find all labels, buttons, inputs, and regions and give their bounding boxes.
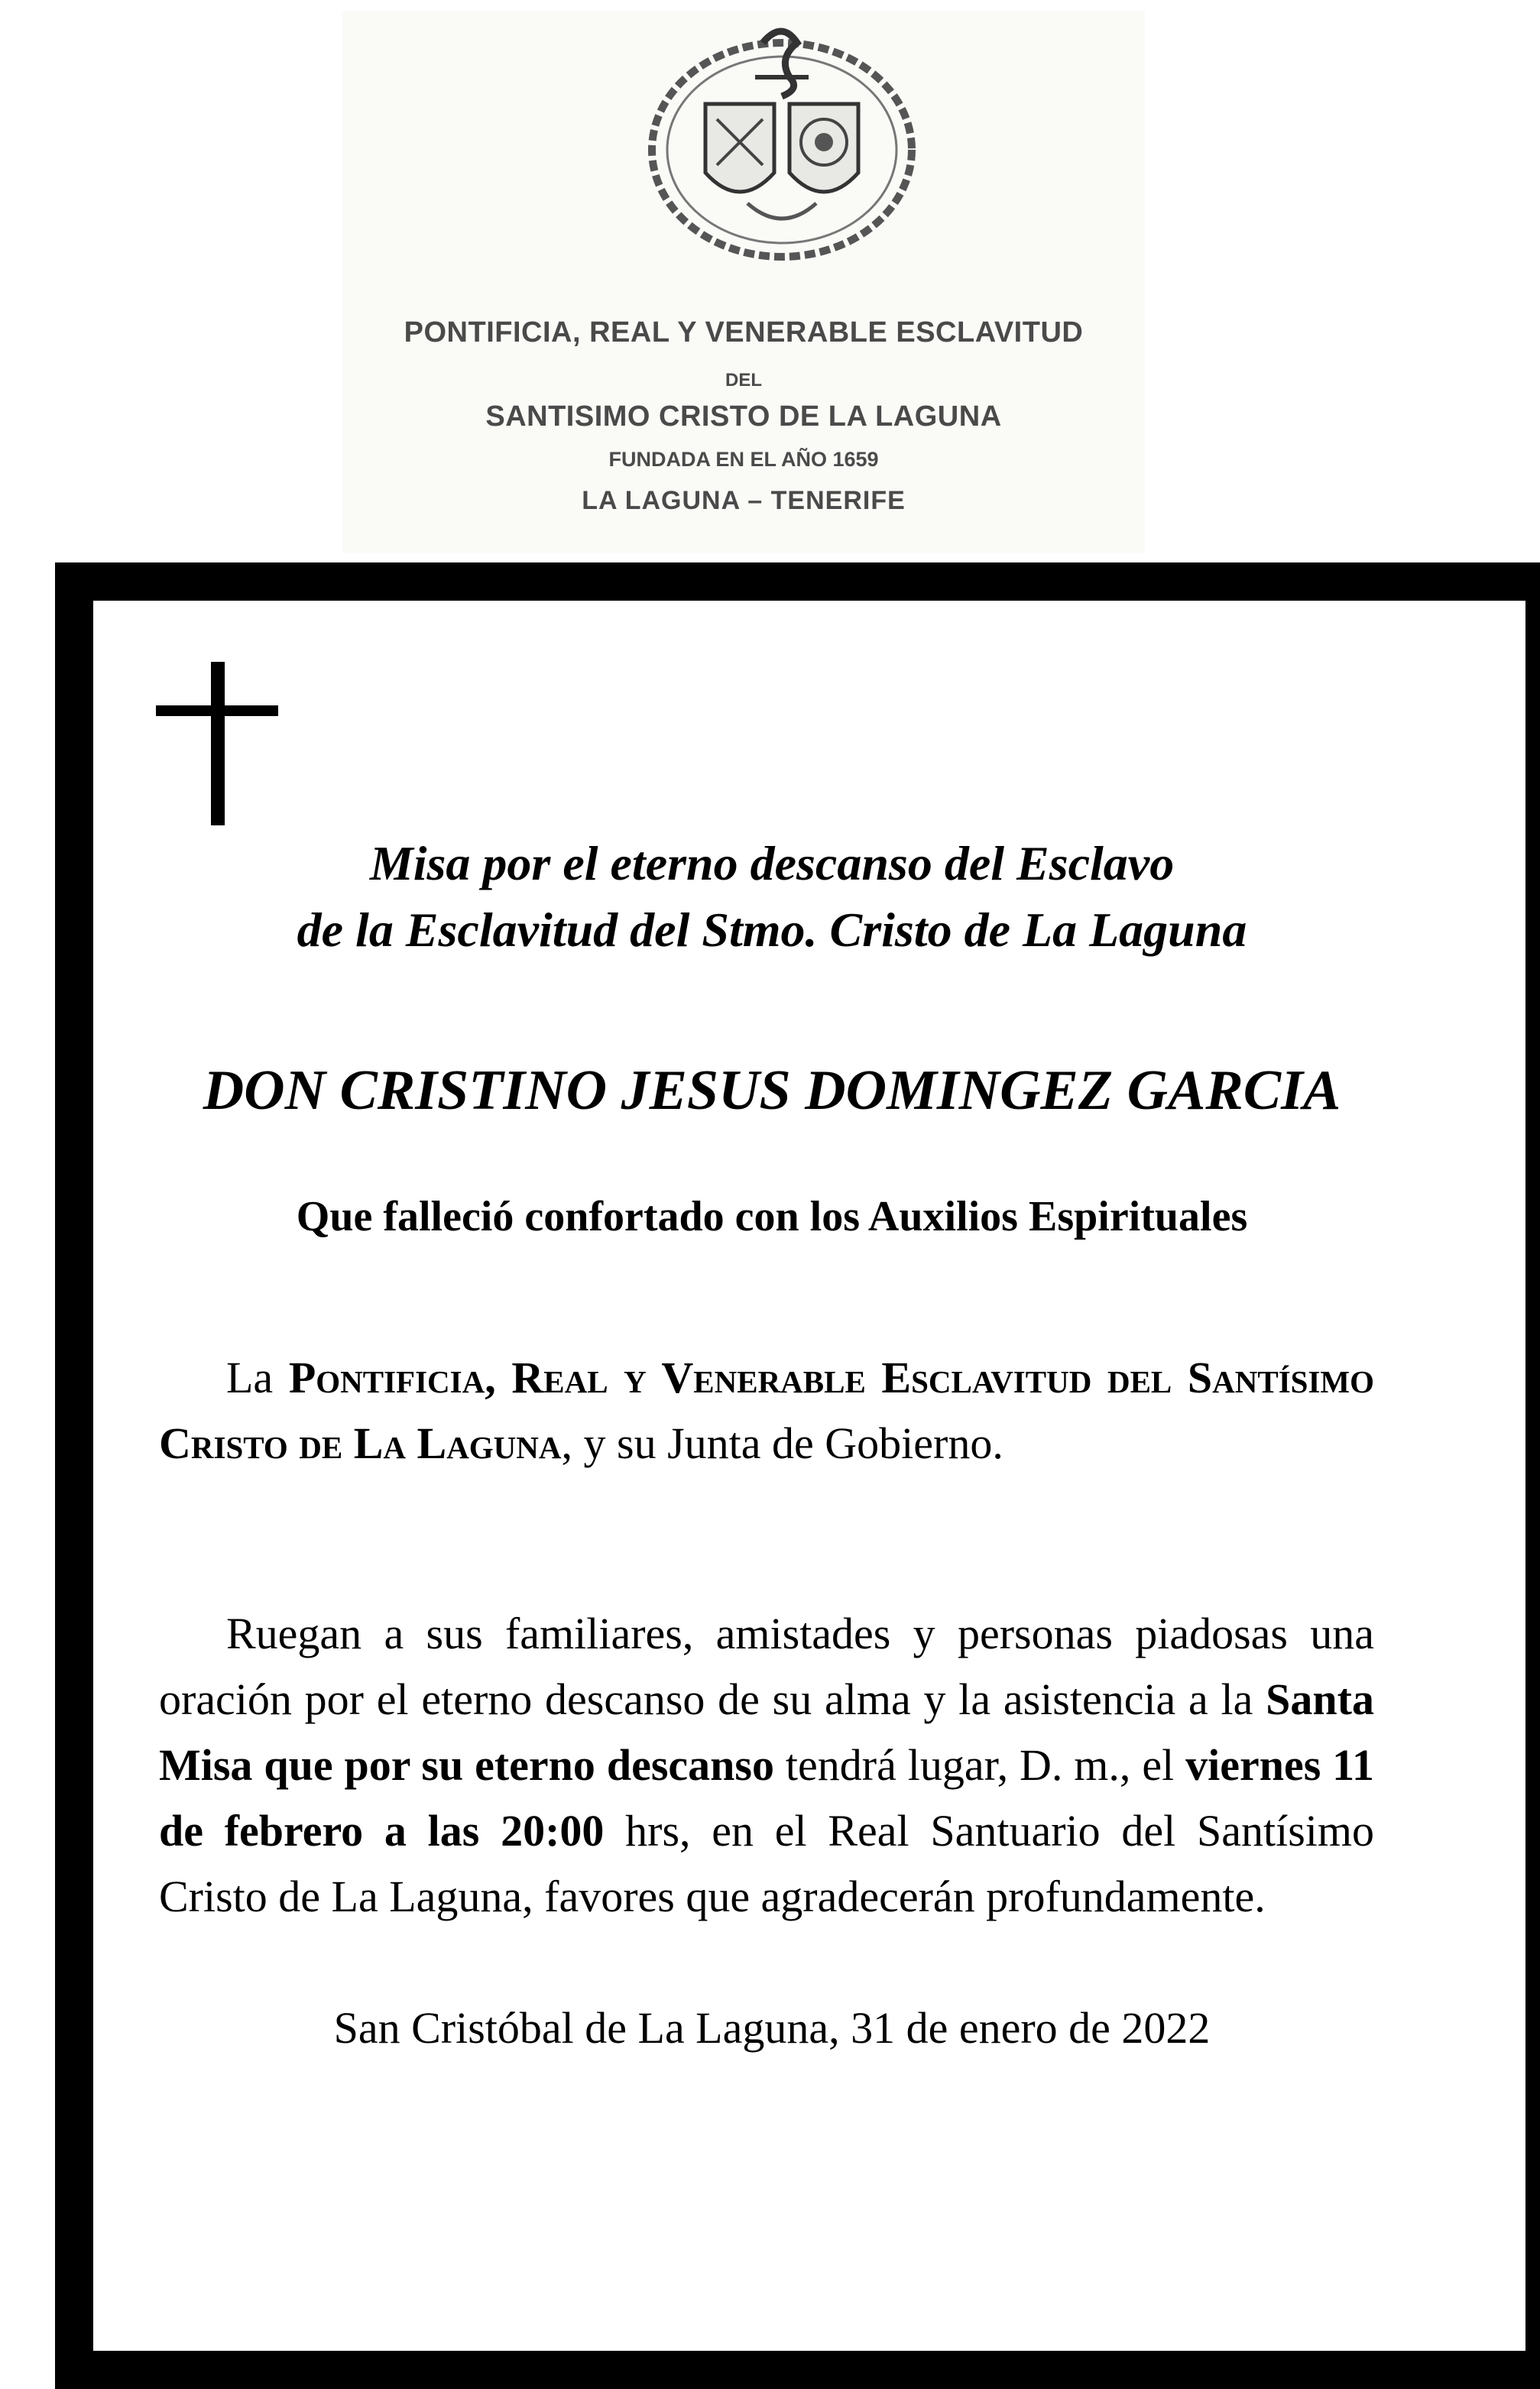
letterhead-line-1: PONTIFICIA, REAL Y VENERABLE ESCLAVITUD <box>404 316 1084 348</box>
para1-suffix: , y su Junta de Gobierno. <box>561 1418 1003 1468</box>
para1-prefix: La <box>226 1353 289 1402</box>
place-and-date: San Cristóbal de La Laguna, 31 de enero de 2022 <box>333 2003 1211 2053</box>
notice-title-line-1: Misa por el eterno descanso del Esclavo <box>369 836 1175 890</box>
request-paragraph <box>159 1601 1374 1930</box>
notice-subtitle: Que falleció confortado con los Auxilios Espirituales <box>296 1193 1248 1240</box>
mass-date-time: viernes 11 de febrero a las 20:00 <box>159 1740 1374 1856</box>
mass-highlight: Santa Misa que por su eterno descanso <box>159 1674 1374 1790</box>
letterhead-line-3: SANTISIMO CRISTO DE LA LAGUNA <box>485 400 1002 433</box>
organization-name: Pontificia, Real y Venerable Esclavitud del Santísimo Cristo de La Laguna <box>159 1353 1375 1468</box>
deceased-name: DON CRISTINO JESUS DOMINGEZ GARCIA <box>203 1059 1341 1122</box>
para2-part-2: tendrá lugar, D. m., el <box>773 1740 1186 1790</box>
latin-cross-icon <box>156 662 278 825</box>
letterhead-founding-year: FUNDADA EN EL AÑO 1659 <box>608 448 879 471</box>
coat-of-arms-emblem <box>633 12 931 264</box>
announcing-paragraph <box>159 1345 1374 1477</box>
letterhead-line-2: DEL <box>725 370 762 391</box>
para2-part-3: hrs, en el Real Santuario del Santísimo Cristo de La Laguna, favores que agradecerán profundamente. <box>159 1806 1375 1921</box>
brotherhood-letterhead <box>342 11 1145 553</box>
notice-title-line-2: de la Esclavitud del Stmo. Cristo de La Laguna <box>297 903 1247 957</box>
para2-part-1: Ruegan a sus familiares, amistades y personas piadosas una oración por el eterno descanso de su alma y la asistencia a la <box>159 1609 1374 1724</box>
letterhead-location: LA LAGUNA – TENERIFE <box>582 486 906 515</box>
